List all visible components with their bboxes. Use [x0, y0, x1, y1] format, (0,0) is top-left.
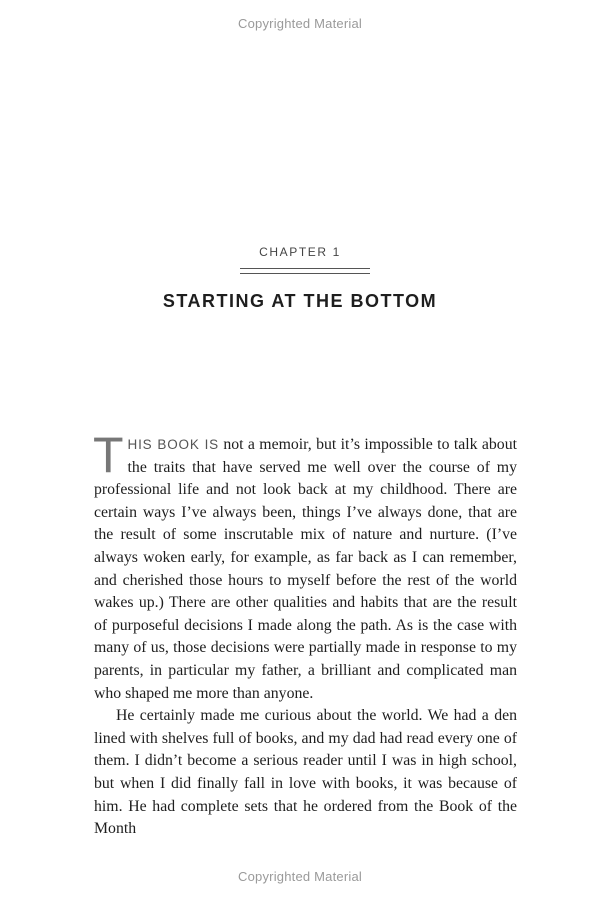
chapter-title: STARTING AT THE BOTTOM — [162, 291, 438, 311]
paragraph-2: He certainly made me curious about the world. We had a den lined with shelves full of books, and my dad had read every one of them. I didn’t become a serious reader until I was in high school, but when I did finally fall in love with books, it was because of him. He had complete sets that he ordered from the Book of the Month — [94, 707, 517, 838]
chapter-label: CHAPTER 1 — [259, 245, 341, 259]
paragraph-1-text: not a memoir, but it’s impossible to talk about the traits that have served me well over the course of my professional life and not look back at my childhood. There are certain ways I’ve always been, things I’ve always done, that are the result of some inscrutable mix of nature and nurture. (I’ve always woken early, for example, as far back as I can remember, and cherished those hours to myself before the rest of the world wakes up.) There are other qualities and habits that are the result of purposeful decisions I made along the path. As is the case with many of us, those decisions were partially made in response to my parents, in particular my father, a brilliant and complicated man who shaped me more than anyone. — [94, 436, 517, 702]
copyright-watermark-top: Copyrighted Material — [238, 16, 362, 31]
copyright-watermark-bottom: Copyrighted Material — [238, 869, 362, 884]
paragraph-1 — [93, 427, 517, 705]
body-text — [93, 427, 517, 841]
drop-cap: T — [93, 427, 124, 483]
lead-in-small-caps: HIS BOOK IS — [127, 437, 219, 452]
chapter-divider-line — [240, 268, 370, 269]
chapter-divider-line — [240, 273, 370, 274]
